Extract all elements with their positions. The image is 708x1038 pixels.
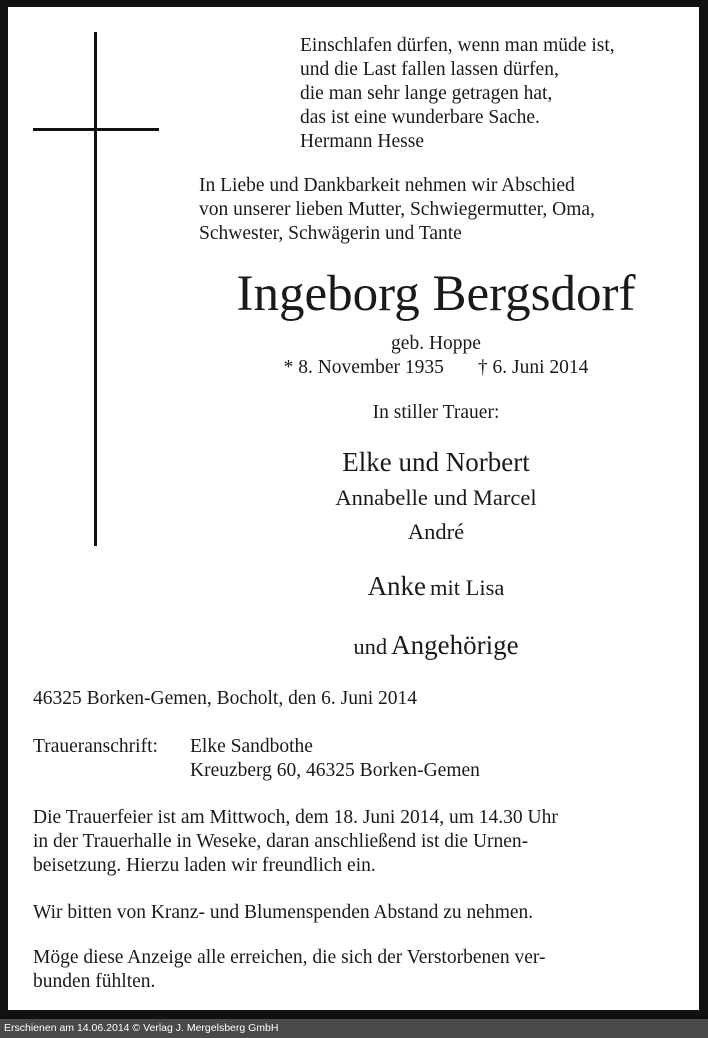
mourner-family-1-child: André — [407, 519, 465, 544]
address-line-2: Kreuzberg 60, 46325 Borken-Gemen — [190, 760, 480, 781]
intro-line: In Liebe und Dankbarkeit nehmen wir Abschied — [199, 175, 575, 196]
mourner-family-2-rest: mit Lisa — [430, 575, 505, 600]
deceased-name: Ingeborg Bergsdorf — [236, 266, 636, 322]
mourning-address — [33, 735, 480, 783]
ceremony-line: beisetzung. Hierzu laden wir freundlich ein. — [33, 855, 376, 876]
poem-line: das ist eine wunderbare Sache. — [300, 107, 540, 128]
mourner-family-1-children: Annabelle und Marcel — [335, 485, 537, 510]
address-label: Traueranschrift: — [33, 736, 158, 757]
place-date: 46325 Borken-Gemen, Bocholt, den 6. Juni 2014 — [33, 688, 417, 709]
address-line-1: Elke Sandbothe — [190, 736, 313, 757]
poem-line: die man sehr lange getragen hat, — [300, 83, 553, 104]
ceremony-info — [33, 806, 558, 878]
poem-line: und die Last fallen lassen dürfen, — [300, 59, 559, 80]
mourner-family-1: Elke und Norbert — [342, 447, 530, 477]
closing-note — [33, 946, 546, 994]
intro-text — [199, 174, 676, 246]
copyright-bar: Erschienen am 14.06.2014 © Verlag J. Mergelsberg GmbH — [0, 1019, 708, 1038]
relatives-prefix: und — [353, 634, 388, 659]
death-date: † 6. Juni 2014 — [477, 357, 589, 378]
life-dates — [0, 356, 708, 380]
poem-author: Hermann Hesse — [300, 131, 424, 152]
ceremony-line: in der Trauerhalle in Weseke, daran anschließend ist die Urnen- — [33, 831, 529, 852]
birth-date: * 8. November 1935 — [283, 357, 444, 378]
closing-line: bunden fühlten. — [33, 971, 156, 992]
closing-line: Möge diese Anzeige alle erreichen, die sich der Verstorbenen ver- — [33, 947, 546, 968]
mourner-relatives — [0, 627, 708, 668]
mourning-heading: In stiller Trauer: — [372, 402, 500, 423]
mourner-family-2 — [0, 568, 708, 609]
poem-line: Einschlafen dürfen, wenn man müde ist, — [300, 35, 615, 56]
relatives-label: Angehörige — [391, 630, 519, 660]
flowers-note: Wir bitten von Kranz- und Blumenspenden Abstand zu nehmen. — [33, 902, 534, 923]
ceremony-line: Die Trauerfeier ist am Mittwoch, dem 18. Juni 2014, um 14.30 Uhr — [33, 807, 558, 828]
poem-quote — [300, 34, 615, 154]
mourner-family-2-name: Anke — [367, 571, 427, 601]
maiden-name: geb. Hoppe — [391, 333, 481, 354]
intro-line: von unserer lieben Mutter, Schwiegermutter, Oma, — [199, 199, 595, 220]
cross-icon-horizontal — [33, 128, 159, 131]
intro-line: Schwester, Schwägerin und Tante — [199, 223, 462, 244]
